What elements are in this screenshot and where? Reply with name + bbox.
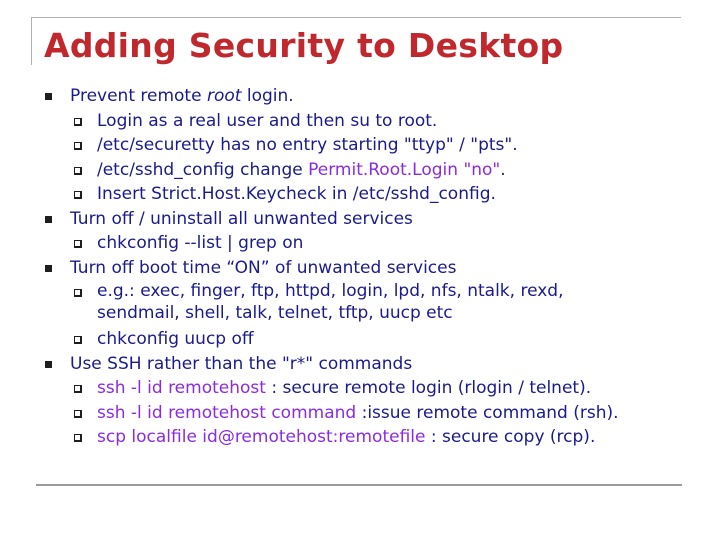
sub-bullet (44, 376, 704, 401)
bullet-text-italic: root (206, 86, 242, 106)
sub-bullet (44, 158, 704, 183)
sub-bullet-text: : secure copy (rcp). (425, 427, 596, 447)
sub-bullet-text: :issue remote command (rsh). (356, 402, 619, 423)
hollow-square-bullet-icon (74, 240, 82, 248)
bullet-turn-off-services (44, 207, 704, 232)
bullet-boot-time-services (44, 256, 704, 281)
highlighted-text: Permit.Root.Login "no" (308, 159, 501, 180)
highlighted-command: ssh -l id remotehost (97, 378, 266, 398)
bullet-prevent-root-login (44, 84, 704, 109)
highlighted-command: scp localfile id@remotehost:remotefile (97, 427, 426, 447)
bullet-text: Turn off / uninstall all unwanted services (70, 208, 413, 229)
sub-bullet-text: : secure remote login (rlogin / telnet). (265, 378, 592, 398)
bullet-use-ssh (44, 352, 704, 377)
hollow-square-bullet-icon (74, 336, 82, 344)
hollow-square-bullet-icon (74, 289, 82, 297)
bullet-text: Use SSH rather than the "r*" commands (70, 353, 413, 374)
sub-bullet-text: Insert Strict.Host.Keycheck in /etc/sshd_config. (97, 184, 496, 204)
sub-bullet-text: sendmail, shell, talk, telnet, tftp, uucp etc (97, 303, 453, 323)
bullet-text: Turn off boot time “ON” of unwanted services (70, 257, 457, 278)
slide-title: Adding Security to Desktop (44, 26, 564, 65)
hollow-square-bullet-icon (74, 167, 82, 175)
sub-bullet-text: /etc/sshd_config change (97, 159, 309, 180)
sub-bullet (44, 182, 704, 207)
highlighted-command: ssh -l id remotehost command (97, 402, 357, 423)
bullet-text: login. (241, 86, 294, 106)
sub-bullet-text: /etc/securetty has no entry starting "ttyp" / "pts". (97, 135, 518, 155)
hollow-square-bullet-icon (74, 410, 82, 418)
hollow-square-bullet-icon (74, 118, 82, 126)
square-bullet-icon (45, 93, 52, 100)
left-rule (31, 17, 32, 65)
sub-bullet-text: e.g.: exec, finger, ftp, httpd, login, lpd, nfs, ntalk, rexd, (97, 281, 564, 301)
slide-body (44, 84, 704, 450)
square-bullet-icon (45, 265, 52, 272)
top-rule (31, 17, 681, 18)
sub-bullet-text: chkconfig --list | grep on (97, 233, 304, 253)
hollow-square-bullet-icon (74, 434, 82, 442)
sub-bullet-text: . (500, 159, 506, 180)
square-bullet-icon (45, 216, 52, 223)
bottom-rule (36, 484, 682, 486)
sub-bullet-text: Login as a real user and then su to root. (97, 110, 438, 131)
sub-bullet (44, 231, 704, 256)
sub-bullet (44, 280, 704, 327)
sub-bullet (44, 133, 704, 158)
sub-bullet (44, 327, 704, 352)
bullet-text: Prevent remote (70, 86, 207, 106)
sub-bullet (44, 425, 704, 450)
sub-bullet-text: chkconfig uucp off (97, 329, 254, 349)
sub-bullet (44, 401, 704, 426)
square-bullet-icon (45, 361, 52, 368)
hollow-square-bullet-icon (74, 142, 82, 150)
hollow-square-bullet-icon (74, 385, 82, 393)
hollow-square-bullet-icon (74, 191, 82, 199)
sub-bullet (44, 109, 704, 134)
